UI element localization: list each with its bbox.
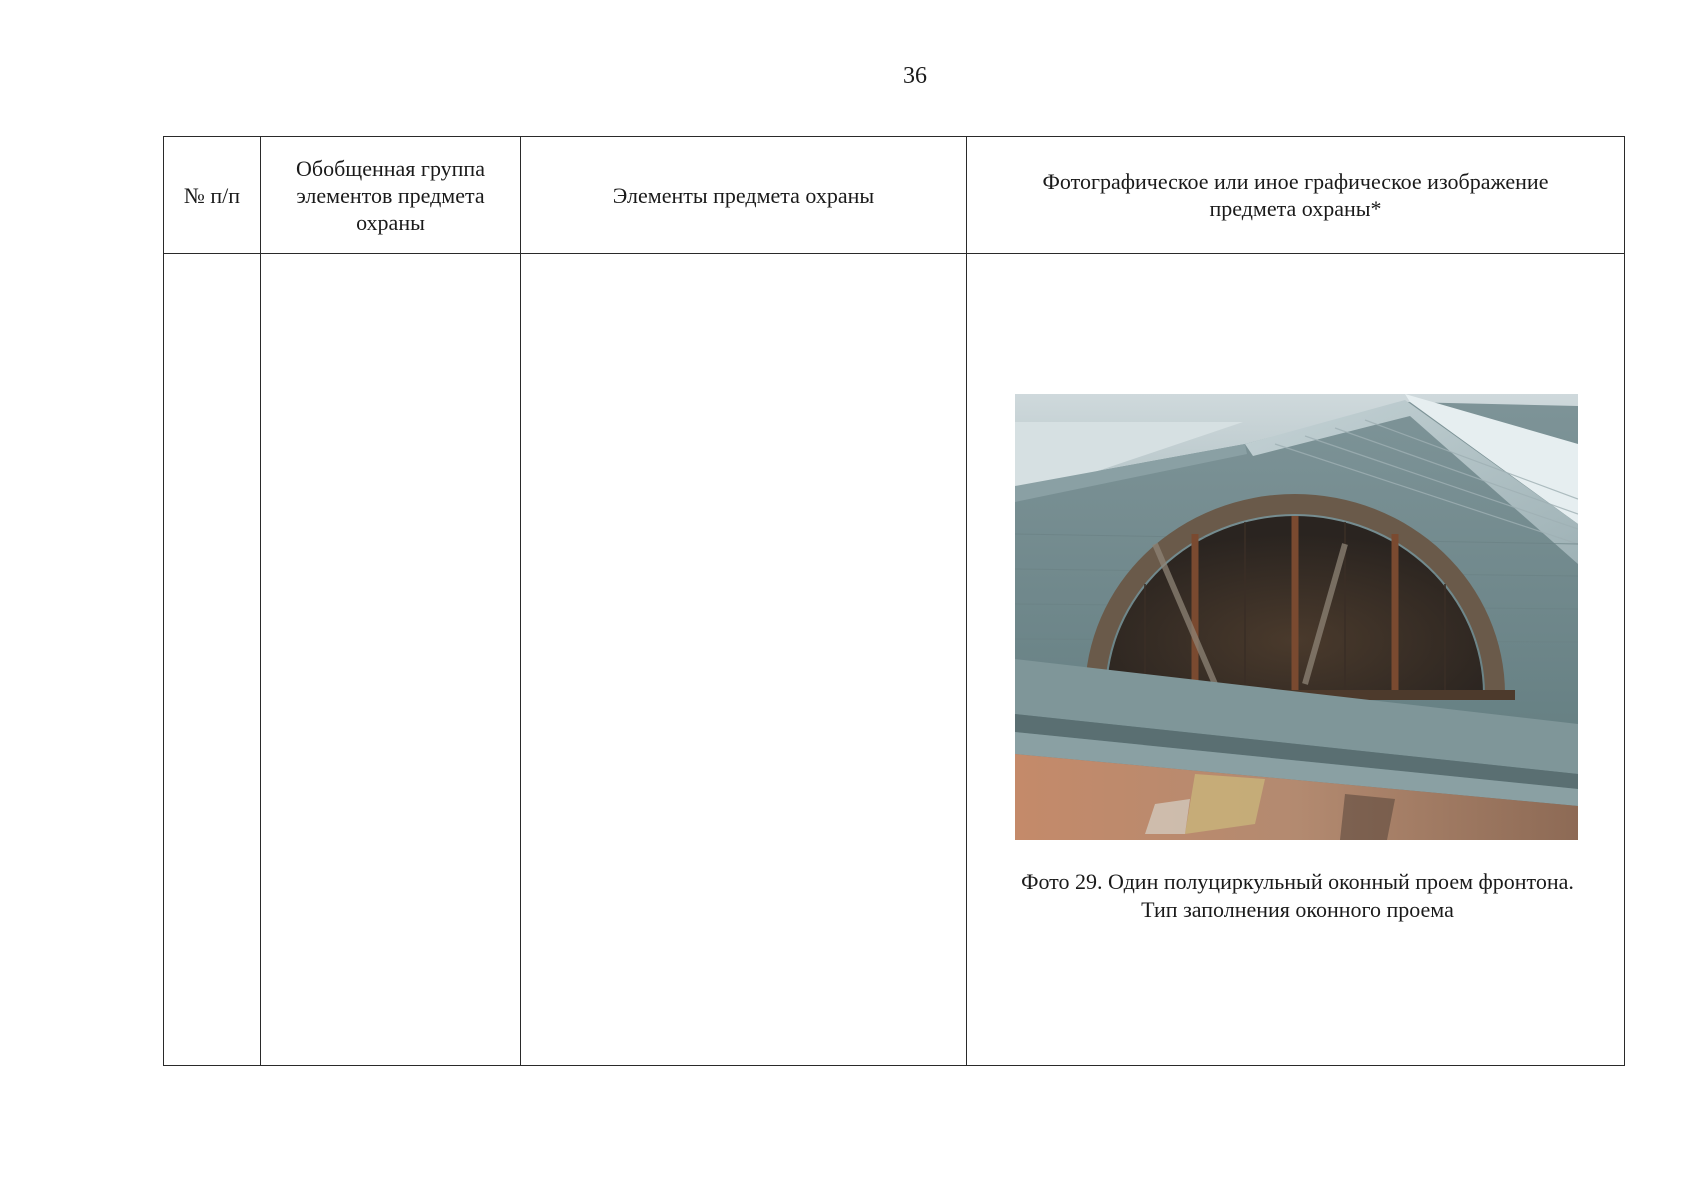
cell-image: [967, 254, 1625, 1066]
photo-caption-line-2: Тип заполнения оконного проема: [1141, 897, 1454, 922]
header-number: № п/п: [164, 137, 261, 254]
header-image: [967, 137, 1625, 254]
gable-window-photo: [1015, 394, 1578, 840]
cell-number: [164, 254, 261, 1066]
cell-elements: [521, 254, 967, 1066]
photo-caption-line-1: Фото 29. Один полуциркульный оконный проем фронтона.: [1021, 869, 1574, 894]
photo-caption: [967, 868, 1628, 924]
table-row: [164, 254, 1625, 1066]
page-number: 36: [903, 63, 927, 89]
header-elements: Элементы предмета охраны: [521, 137, 967, 254]
table-header-row: [164, 137, 1625, 254]
header-group: [261, 137, 521, 254]
cell-group: [261, 254, 521, 1066]
protection-elements-table: [163, 136, 1625, 1066]
header-group-label: Обобщенная группа элементов предмета охраны: [296, 155, 485, 235]
header-image-label: Фотографическое или иное графическое изображение предмета охраны*: [1042, 169, 1549, 221]
